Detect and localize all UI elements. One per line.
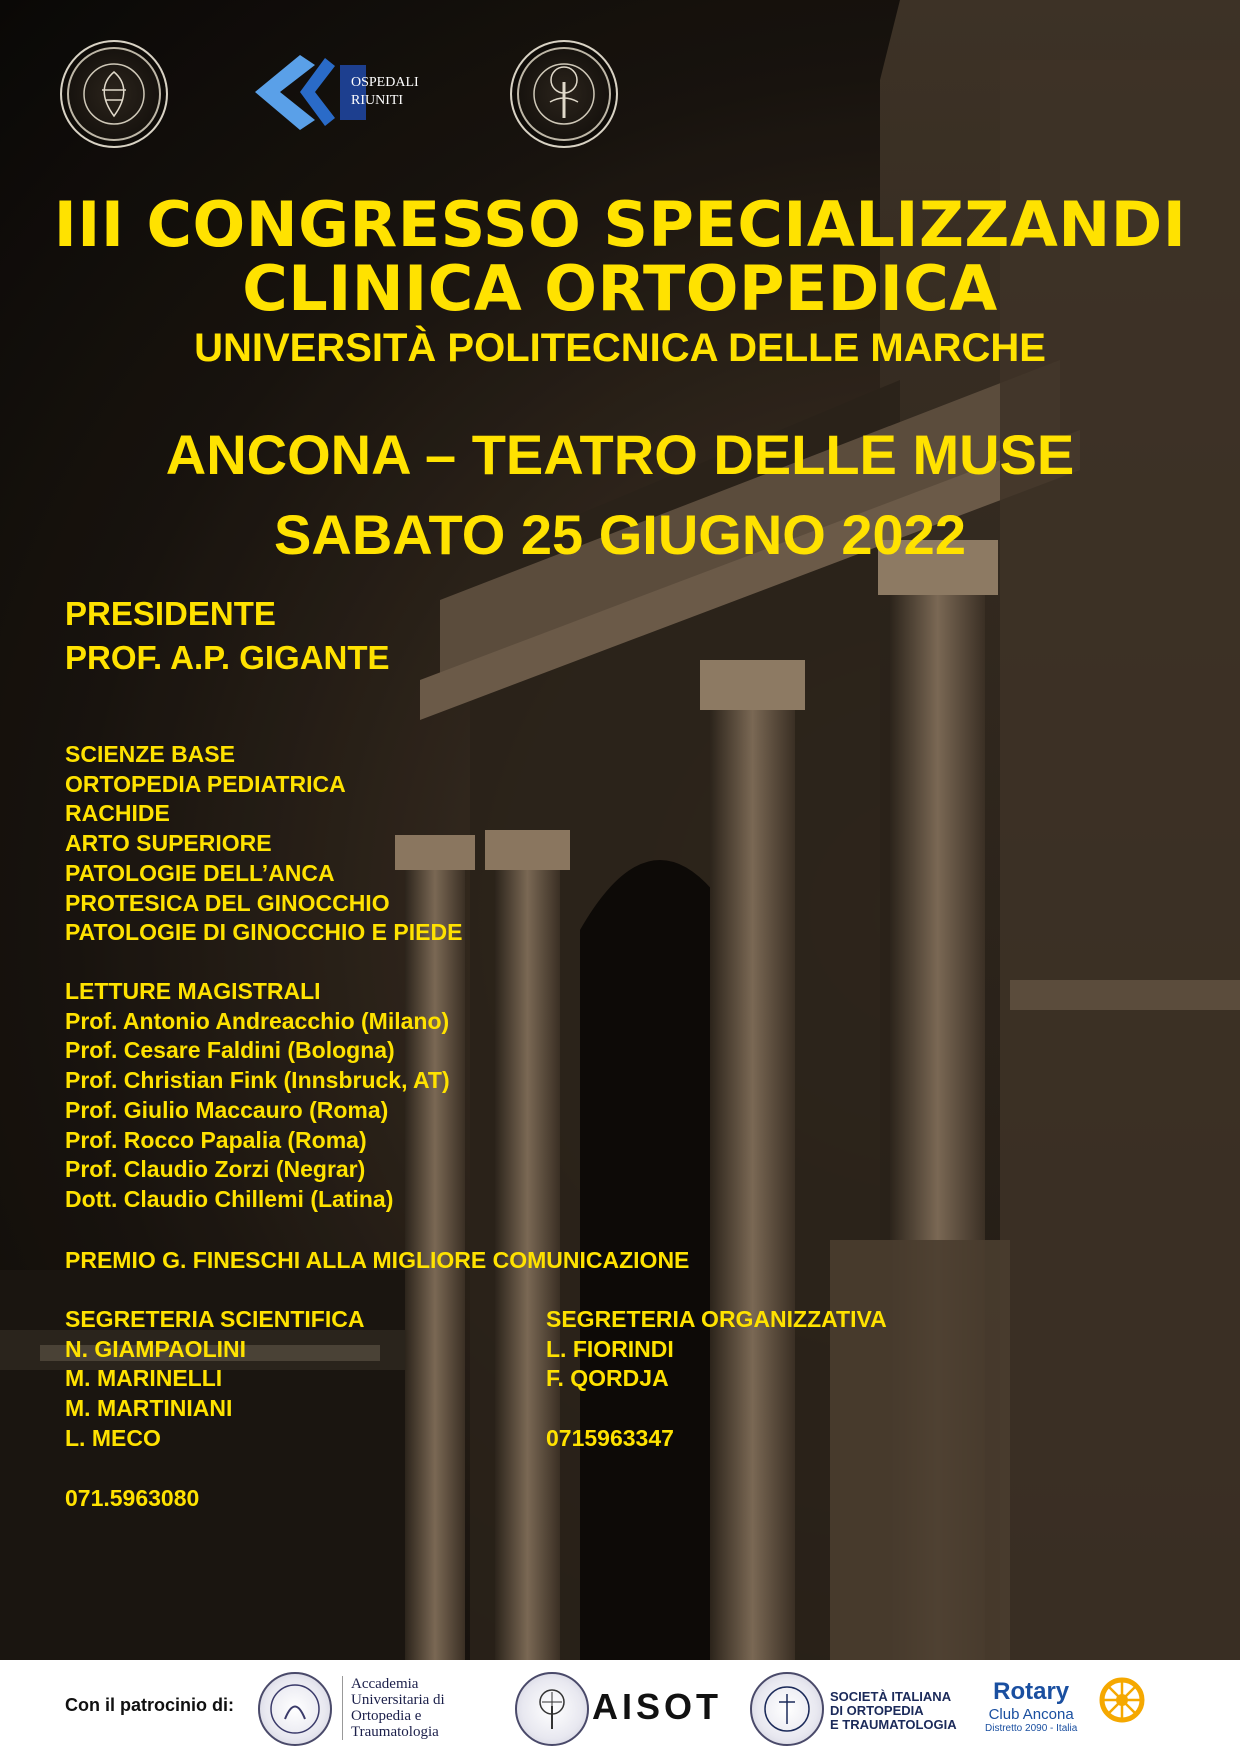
premio-text: PREMIO G. FINESCHI ALLA MIGLIORE COMUNICAZIONE [65, 1247, 690, 1273]
rotary-club: Club Ancona [988, 1706, 1074, 1723]
clinica-ortopedica-seal [510, 40, 618, 148]
segreteria-organizzativa-block [546, 1305, 887, 1454]
segreteria-organizzativa-phone: 0715963347 [546, 1424, 674, 1451]
list-item: L. MECO [65, 1424, 161, 1451]
list-item: M. MARINELLI [65, 1365, 223, 1392]
list-item: L. FIORINDI [546, 1335, 674, 1362]
aisot-name: AISOT [592, 1686, 723, 1727]
list-item: Prof. Cesare Faldini (Bologna) [65, 1037, 395, 1064]
president-label: PRESIDENTE [65, 595, 276, 632]
list-item: Prof. Rocco Papalia (Roma) [65, 1126, 367, 1153]
patrocinio-label: Con il patrocinio di: [65, 1695, 234, 1715]
president-name: PROF. A.P. GIGANTE [65, 639, 390, 676]
accademia-text: Accademia Universitaria di Ortopedia e Traumatologia [342, 1676, 445, 1740]
list-item: PATOLOGIE DI GINOCCHIO E PIEDE [65, 919, 463, 946]
list-item: Prof. Claudio Zorzi (Negrar) [65, 1156, 366, 1183]
title-congress: III CONGRESSO SPECIALIZZANDI [53, 188, 1187, 261]
siot-text: SOCIETÀ ITALIANA DI ORTOPEDIA E TRAUMATOLOGIA [830, 1689, 957, 1732]
list-item: N. GIAMPAOLINI [65, 1335, 247, 1362]
president-block [65, 592, 390, 680]
footer-patrocinio [0, 1660, 1240, 1755]
accademia-seal [258, 1672, 332, 1746]
topics-list [65, 740, 462, 948]
universita-politecnica-seal [60, 40, 168, 148]
svg-text:RIUNITI: RIUNITI [351, 93, 404, 108]
svg-text:OSPEDALI: OSPEDALI [351, 75, 419, 90]
list-item: Dott. Claudio Chillemi (Latina) [65, 1185, 394, 1212]
ospedali-riuniti-logo [255, 50, 455, 135]
segreteria-scientifica-block [65, 1305, 364, 1454]
list-item: Prof. Christian Fink (Innsbruck, AT) [65, 1067, 450, 1094]
rotary-district: Distretto 2090 - Italia [985, 1723, 1078, 1734]
list-item: SCIENZE BASE [65, 741, 235, 767]
list-item: RACHIDE [65, 800, 170, 827]
letture-heading: LETTURE MAGISTRALI [65, 978, 321, 1004]
list-item: ORTOPEDIA PEDIATRICA [65, 770, 346, 797]
rotary-wheel-icon [1098, 1676, 1146, 1724]
rotary-text [985, 1678, 1077, 1734]
segreteria-scientifica-heading: SEGRETERIA SCIENTIFICA [65, 1306, 365, 1332]
segreteria-organizzativa-heading: SEGRETERIA ORGANIZZATIVA [546, 1306, 887, 1332]
segreteria-scientifica-phone: 071.5963080 [65, 1485, 200, 1511]
rotary-name: Rotary [993, 1678, 1070, 1705]
list-item: Prof. Antonio Andreacchio (Milano) [65, 1007, 450, 1034]
title-date: SABATO 25 GIUGNO 2022 [274, 503, 966, 566]
aisot-tree-icon [515, 1672, 589, 1746]
letture-block [65, 977, 450, 1215]
title-clinica: CLINICA ORTOPEDICA [242, 252, 998, 325]
list-item: M. MARTINIANI [65, 1395, 233, 1422]
list-item: ARTO SUPERIORE [65, 830, 272, 857]
list-item: Prof. Giulio Maccauro (Roma) [65, 1096, 389, 1123]
list-item: PATOLOGIE DELL’ANCA [65, 859, 335, 886]
list-item: F. QORDJA [546, 1365, 669, 1392]
title-university: UNIVERSITÀ POLITECNICA DELLE MARCHE [194, 326, 1046, 370]
list-item: PROTESICA DEL GINOCCHIO [65, 889, 390, 916]
title-venue: ANCONA – TEATRO DELLE MUSE [165, 423, 1075, 486]
siot-seal [750, 1672, 824, 1746]
